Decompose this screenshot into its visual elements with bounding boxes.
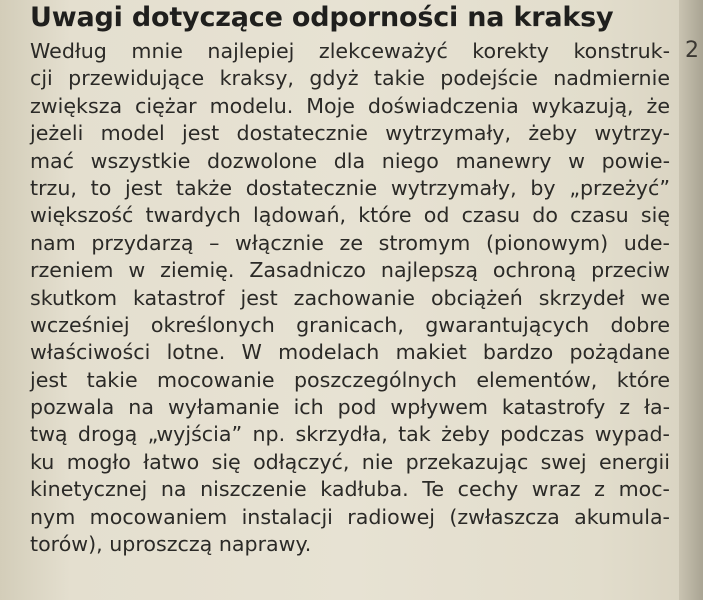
text-line: kinetycznej na niszczenie kadłuba. Te cechy wraz z moc-	[30, 477, 670, 502]
body-paragraph	[30, 38, 670, 558]
text-line: jeżeli model jest dostatecznie wytrzymały, żeby wytrzy-	[30, 121, 670, 146]
text-line: Według mnie najlepiej zlekceważyć korekty konstruk-	[30, 39, 670, 63]
text-line: większość twardych lądowań, które od czasu do czasu się	[30, 203, 670, 228]
text-line: skutkom katastrof jest zachowanie obciążeń skrzydeł we	[30, 285, 670, 310]
facing-page-edge	[679, 0, 703, 600]
text-line: jest takie mocowanie poszczególnych elementów, które	[30, 367, 670, 392]
text-line: rzeniem w ziemię. Zasadniczo najlepszą ochroną przeciw	[30, 258, 670, 283]
section-heading: Uwagi dotyczące odporności na kraksy	[30, 2, 614, 33]
text-line: pozwala na wyłamanie ich pod wpływem katastrofy z ła-	[30, 395, 670, 420]
text-line: właściwości lotne. W modelach makiet bardzo pożądane	[30, 340, 670, 365]
text-line: ku mogło łatwo się odłączyć, nie przekazując swej energii	[30, 449, 670, 474]
text-line: wcześniej określonych granicach, gwarantujących dobre	[30, 312, 670, 337]
text-line: mać wszystkie dozwolone dla niego manewry w powie-	[30, 148, 670, 173]
text-line: zwiększa ciężar modelu. Moje doświadczenia wykazują, że	[30, 93, 670, 118]
text-line: nam przydarzą – włącznie ze stromym (pionowym) ude-	[30, 230, 670, 255]
facing-page-glyph: 2	[685, 38, 699, 63]
text-line: torów), uproszczą naprawy.	[30, 532, 312, 557]
text-line: trzu, to jest także dostatecznie wytrzymały, by „przeżyć”	[30, 175, 670, 200]
text-line: cji przewidujące kraksy, gdyż takie podejście nadmiernie	[30, 66, 670, 91]
text-line: nym mocowaniem instalacji radiowej (zwłaszcza akumula-	[30, 504, 670, 529]
text-line: twą drogą „wyjścia” np. skrzydła, tak żeby podczas wypad-	[30, 422, 670, 447]
